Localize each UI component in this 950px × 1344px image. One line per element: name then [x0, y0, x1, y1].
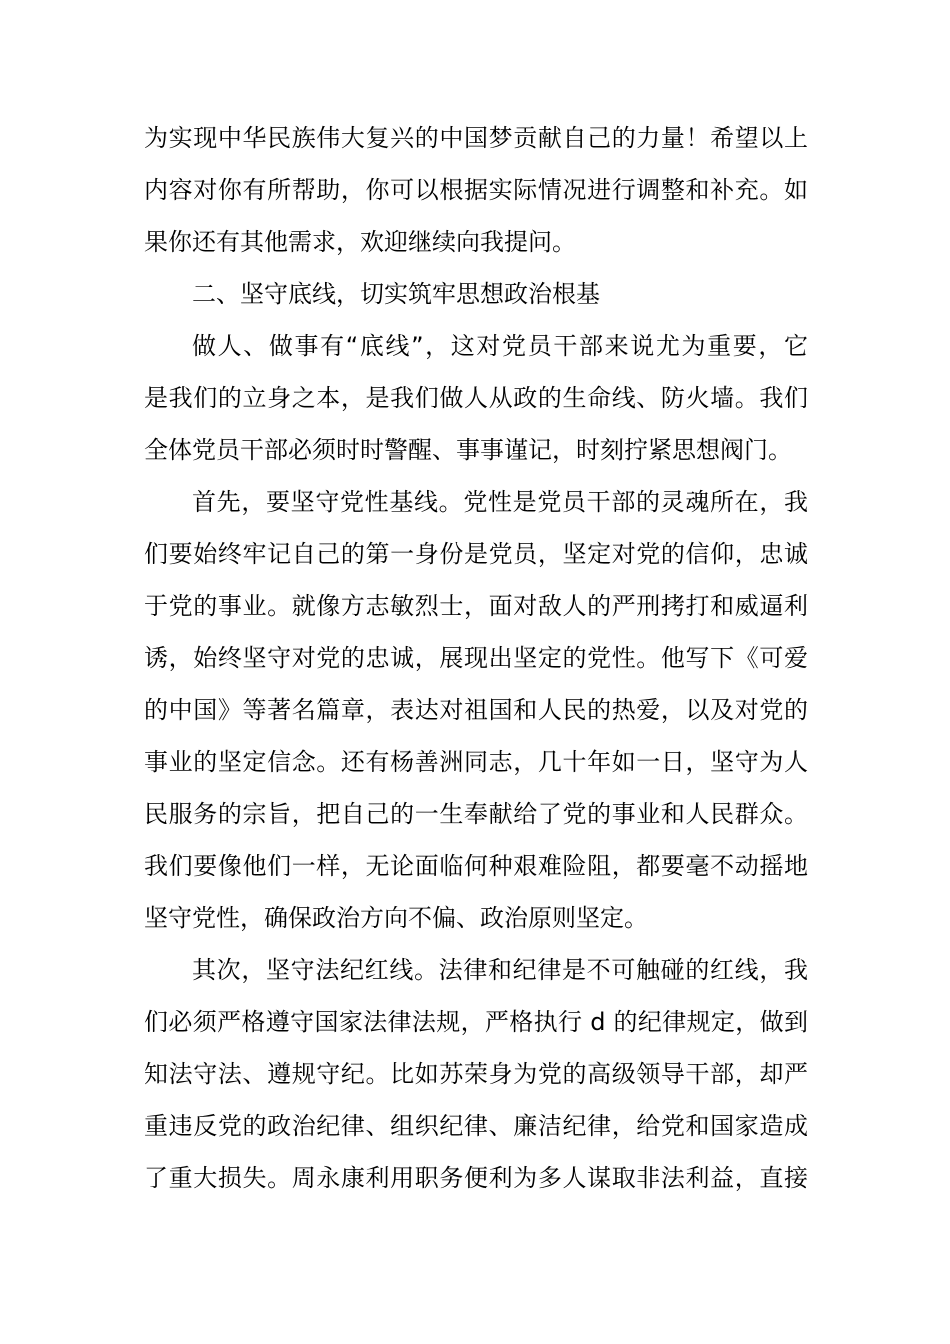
paragraph-line: 坚守党性，确保政治方向不偏、政治原则坚定。	[144, 904, 648, 932]
paragraph-line: 民服务的宗旨，把自己的一生奉献给了党的事业和人民群众。	[144, 800, 808, 828]
paragraph-line: 重违反党的政治纪律、组织纪律、廉洁纪律，给党和国家造成	[144, 1112, 808, 1140]
paragraph-line: 的中国》等著名篇章，表达对祖国和人民的热爱，以及对党的	[144, 696, 808, 724]
paragraph-line: 是我们的立身之本，是我们做人从政的生命线、防火墙。我们	[144, 384, 808, 412]
section-heading: 二、坚守底线，切实筑牢思想政治根基	[192, 280, 600, 308]
paragraph-line: 内容对你有所帮助，你可以根据实际情况进行调整和补充。如	[144, 176, 808, 204]
paragraph-line: 果你还有其他需求，欢迎继续向我提问。	[144, 228, 576, 256]
paragraph-line: 其次，坚守法纪红线。法律和纪律是不可触碰的红线，我	[192, 956, 808, 984]
paragraph-line: 我们要像他们一样，无论面临何种艰难险阻，都要毫不动摇地	[144, 852, 808, 880]
paragraph-line: 做人、做事有“底线”，这对党员干部来说尤为重要，它	[192, 332, 808, 360]
paragraph-line: 为实现中华民族伟大复兴的中国梦贡献自己的力量！希望以上	[144, 124, 808, 152]
document-body	[144, 112, 808, 1204]
paragraph-line: 们要始终牢记自己的第一身份是党员，坚定对党的信仰，忠诚	[144, 540, 808, 568]
paragraph-line: 于党的事业。就像方志敏烈士，面对敌人的严刑拷打和威逼利	[144, 592, 808, 620]
paragraph-line: 诱，始终坚守对党的忠诚，展现出坚定的党性。他写下《可爱	[144, 644, 808, 672]
paragraph-line: 了重大损失。周永康利用职务便利为多人谋取非法利益，直接	[144, 1164, 808, 1192]
paragraph-line: 事业的坚定信念。还有杨善洲同志，几十年如一日，坚守为人	[144, 748, 808, 776]
paragraph-line: 首先，要坚守党性基线。党性是党员干部的灵魂所在，我	[192, 488, 808, 516]
paragraph-line: 知法守法、遵规守纪。比如苏荣身为党的高级领导干部，却严	[144, 1060, 808, 1088]
paragraph-line: 们必须严格遵守国家法律法规，严格执行 d 的纪律规定，做到	[144, 1008, 808, 1036]
paragraph-line: 全体党员干部必须时时警醒、事事谨记，时刻拧紧思想阀门。	[144, 436, 792, 464]
